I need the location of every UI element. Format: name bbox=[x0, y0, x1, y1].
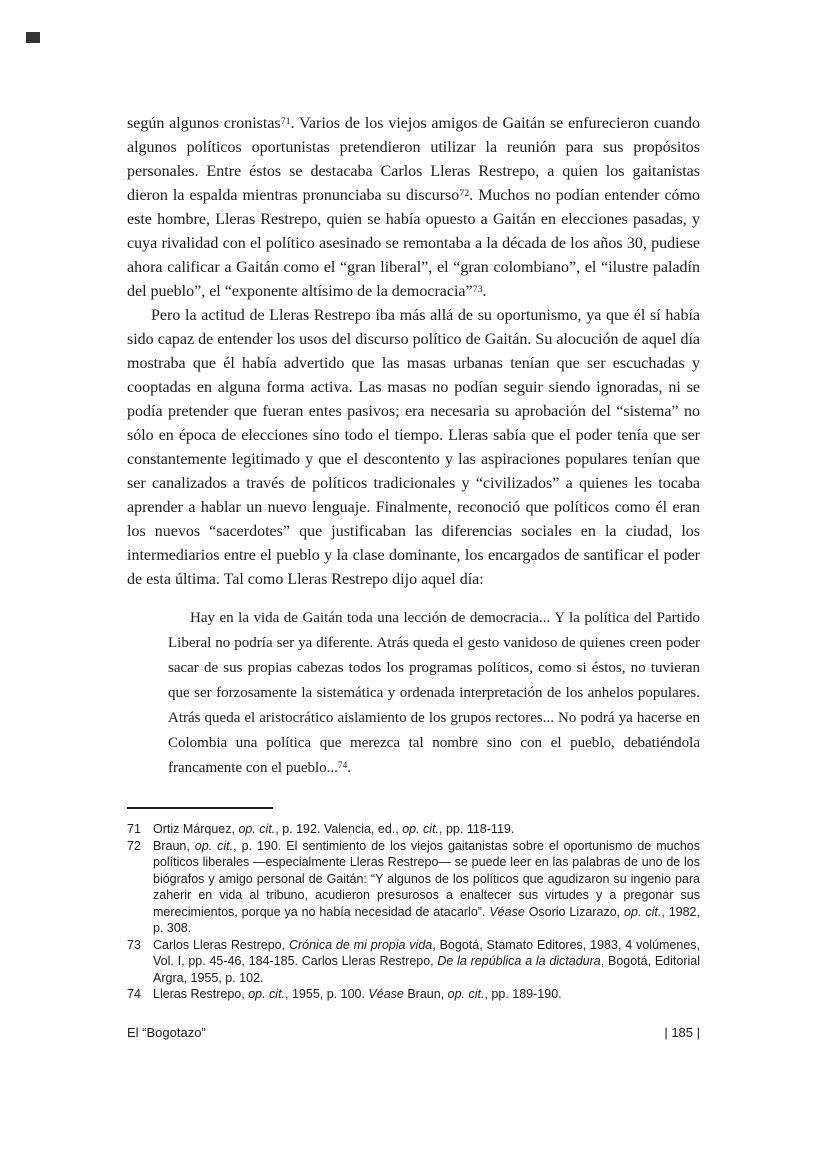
text-segment: . Muchos no podían entender cómo este hombre, Lleras Restrepo, quien se había opuesto a Gaitán en elecciones pasadas, y cuya rivalidad con el político asesinado se remontaba a la década de los años 30, pudiese ahora calificar a Gaitán como el “gran liberal”, el “gran colombiano”, el “ilustre paladín del pueblo”, el “exponente altísimo de la democracia” bbox=[127, 187, 701, 300]
footnote-number: 72 bbox=[127, 838, 141, 853]
footnote-number: 73 bbox=[127, 937, 141, 952]
footnote-73 bbox=[127, 937, 700, 987]
italic-segment: op. cit. bbox=[402, 822, 440, 836]
text-segment: , p. 192. Valencia, ed., bbox=[275, 822, 403, 836]
italic-segment: Véase bbox=[489, 904, 525, 919]
text-segment: , 1982, p. 308. bbox=[153, 904, 700, 935]
footnote-ref: 72 bbox=[459, 187, 470, 199]
text-segment: Lleras Restrepo, bbox=[153, 987, 249, 1001]
text-segment: Pero la actitud de Lleras Restrepo iba más allá de su oportunismo, ya que él sí había sido capaz de entender los usos del discurso político de Gaitán. Su alocución de aquel día mostraba que él había advertido que las masas urbanas tenían que ser escuchadas y cooptadas en alguna forma activa. Las masas no podían seguir siendo ignoradas, ni se podía pretender que fueran entes pasivos; era necesaria su aprobación del “sistema” no sólo en época de elecciones sino todo el tiempo. Lleras sabía que el poder tenía que ser constantemente legitimado y que el descontento y las aspiraciones populares tenían que ser canalizados a través de políticos tradicionales y “civilizados” a quienes les tocaba aprender a hablar un nuevo lenguaje. Finalmente, reconoció que políticos como él eran los nuevos “sacerdotes” que justificaban las diferencias sociales en la ciudad, los intermediarios entre el pueblo y la clase dominante, los encargados de santificar el poder de esta última. Tal como Lleras Restrepo dijo aquel día: bbox=[127, 307, 700, 588]
footnote-number: 71 bbox=[127, 822, 141, 836]
footnotes-section bbox=[127, 807, 700, 1003]
italic-segment: op. cit. bbox=[194, 838, 234, 853]
italic-segment: op. cit. bbox=[447, 987, 485, 1001]
footnote-ref: 74 bbox=[337, 760, 348, 771]
text-segment: . bbox=[347, 760, 351, 776]
page-number: | 185 | bbox=[664, 1024, 700, 1040]
text-segment: , Bogotá, Stamato Editores, 1983, 4 volúmenes, Vol. I, pp. 45-46, 184-185. Carlos Lleras Restrepo, bbox=[153, 937, 701, 968]
page-content bbox=[127, 112, 700, 1040]
text-segment: Braun, bbox=[403, 987, 448, 1001]
text-segment: , p. 190. El sentimiento de los viejos gaitanistas sobre el oportunismo de muchos políticos liberales —especialmente Lleras Restrepo— se puede leer en las palabras de uno de los biógrafos y amigo personal de Gaitán: “Y algunos de los políticos que agudizaron su ingenio para zaherir en vida al tribuno, acudieron presurosos a enaltecer sus virtudes y a pregonar sus merecimientos, porque ya no había necesidad de atacarlo”. bbox=[153, 838, 700, 919]
footnote-text bbox=[153, 821, 700, 838]
text-segment: , 1955, p. 100. bbox=[285, 987, 369, 1001]
footnote-74 bbox=[127, 986, 700, 1003]
text-segment: Osorio Lizarazo, bbox=[524, 904, 625, 919]
italic-segment: Véase bbox=[368, 987, 404, 1001]
body-paragraph-1 bbox=[127, 112, 700, 304]
block-quote bbox=[168, 606, 700, 781]
text-segment: Ortiz Márquez, bbox=[153, 822, 239, 836]
italic-segment: Crónica de mi propia vida bbox=[288, 937, 433, 952]
footnote-text bbox=[153, 986, 700, 1003]
italic-segment: op. cit. bbox=[238, 822, 276, 836]
text-segment: , pp. 189-190. bbox=[484, 987, 562, 1001]
running-title: El “Bogotazo” bbox=[127, 1024, 206, 1040]
footnote-ref: 71 bbox=[280, 115, 291, 127]
print-artifact-mark bbox=[26, 32, 40, 43]
text-segment: según algunos cronistas bbox=[127, 115, 281, 132]
footnote-number: 74 bbox=[127, 987, 141, 1001]
text-segment: , pp. 118-119. bbox=[439, 822, 515, 836]
italic-segment: op. cit. bbox=[624, 904, 662, 919]
text-segment: Braun, bbox=[153, 838, 195, 853]
text-segment: Hay en la vida de Gaitán toda una lección de democracia... Y la política del Partido Liberal no podría ser ya diferente. Atrás queda el gesto vanidoso de quienes creen poder sacar de sus propias cabezas todos los programas políticos, como si éstos, no tuvieran que ser forzosamente la sistemática y ordenada interpretación de los anhelos populares. Atrás queda el aristocrático aislamiento de los grupos rectores... No podrá ya hacerse en Colombia una política que merezca tal nombre sino con el pueblo, debatiéndola francamente con el pueblo... bbox=[168, 610, 700, 776]
footnote-ref: 73 bbox=[472, 283, 483, 295]
text-segment: . bbox=[482, 283, 487, 300]
italic-segment: De la república a la dictadura bbox=[437, 954, 601, 968]
italic-segment: op. cit. bbox=[248, 987, 286, 1001]
footnote-text bbox=[153, 838, 700, 937]
footnote-71 bbox=[127, 821, 700, 838]
text-segment: , Bogotá, Editorial Argra, 1955, p. 102. bbox=[153, 954, 700, 985]
footnote-text bbox=[153, 937, 700, 987]
text-segment: . Varios de los viejos amigos de Gaitán se enfurecieron cuando algunos políticos oportunistas pretendieron utilizar la reunión para sus propósitos personales. Entre éstos se destacaba Carlos Lleras Restrepo, a quien los gaitanistas dieron la espalda mientras pronunciaba su discurso bbox=[127, 115, 701, 204]
footnote-separator-rule bbox=[127, 807, 273, 809]
footnote-72 bbox=[127, 838, 700, 937]
body-paragraph-2 bbox=[127, 304, 700, 592]
text-segment: Carlos Lleras Restrepo, bbox=[153, 937, 289, 952]
page-footer bbox=[127, 1025, 700, 1040]
